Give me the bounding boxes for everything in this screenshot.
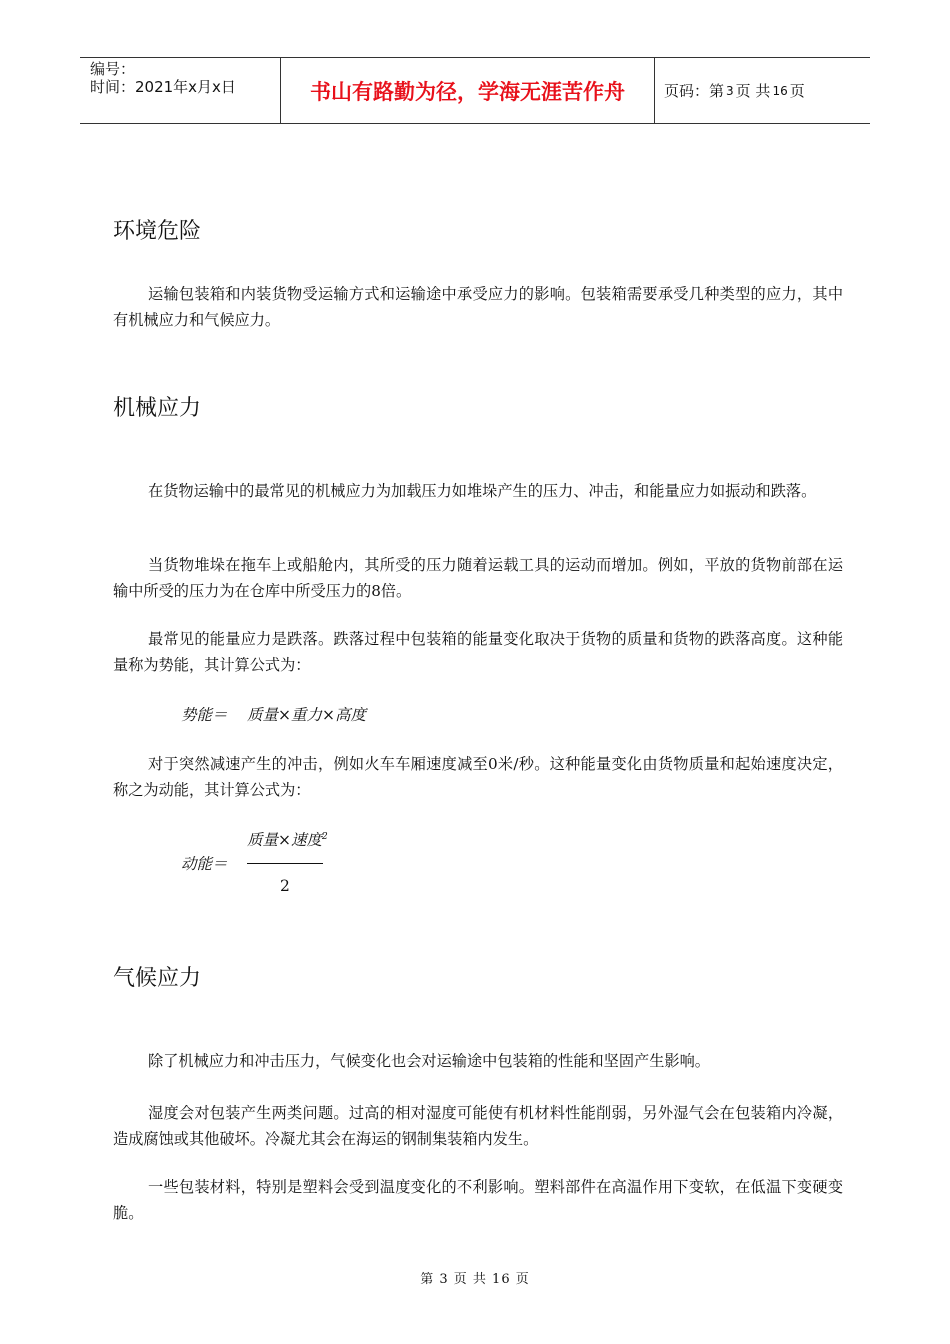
heading-environment-hazards: 环境危险: [113, 219, 202, 244]
page-header: [80, 57, 870, 124]
paragraph-mechanical-3: 最常见的能量应力是跌落。跌落过程中包装箱的能量变化取决于货物的质量和货物的跌落高度。这种能量称为势能，其计算公式为：: [113, 630, 843, 674]
paragraph-climate-2: 湿度会对包装产生两类问题。过高的相对湿度可能使有机材料性能削弱，另外湿气会在包装箱内冷凝，造成腐蚀或其他破坏。冷凝尤其会在海运的钢制集装箱内发生。: [113, 1104, 843, 1148]
formula-potential-lhs: 势能＝: [181, 706, 228, 724]
paragraph-environment: 运输包装箱和内装货物受运输方式和运输途中承受应力的影响。包装箱需要承受几种类型的应力，其中有机械应力和气候应力。: [113, 285, 843, 329]
formula-potential-rhs: 质量×重力×高度: [247, 706, 366, 724]
paragraph-mechanical-4: 对于突然减速产生的冲击，例如火车车厢速度减至0米/秒。这种能量变化由货物质量和起始速度决定，称之为动能，其计算公式为：: [113, 755, 843, 799]
formula-fraction-line: [247, 863, 323, 864]
header-motto: 书山有路勤为径，学海无涯苦作舟: [281, 58, 655, 123]
formula-kinetic-lhs: 动能＝: [181, 855, 228, 873]
document-number-label: 编号：: [90, 60, 136, 78]
formula-kinetic-exponent: 2: [322, 831, 328, 842]
formula-kinetic-numerator: [247, 828, 328, 850]
paragraph-mechanical-1: 在货物运输中的最常见的机械应力为加载压力如堆垛产生的压力、冲击，和能量应力如振动和跌落。: [148, 482, 817, 500]
document-time-label: 时间：2021年x月x日: [90, 78, 236, 96]
heading-mechanical-stress: 机械应力: [113, 396, 202, 421]
paragraph-climate-3: 一些包装材料，特别是塑料会受到温度变化的不利影响。塑料部件在高温作用下变软，在低温下变硬变脆。: [113, 1178, 843, 1222]
header-page-info: [655, 58, 870, 123]
page-total: 16: [772, 83, 788, 98]
formula-kinetic-denominator: 2: [280, 877, 290, 895]
page-suffix: 页: [789, 82, 805, 100]
page-current: 3: [726, 83, 734, 98]
heading-climate-stress: 气候应力: [113, 966, 202, 991]
page-footer: 第 3 页 共 16 页: [420, 1272, 530, 1287]
paragraph-climate-1: 除了机械应力和冲击压力，气候变化也会对运输途中包装箱的性能和坚固产生影响。: [148, 1052, 710, 1070]
page-mid: 页 共: [735, 82, 771, 100]
page-prefix: 页码：第: [664, 82, 725, 100]
paragraph-mechanical-2: 当货物堆垛在拖车上或船舱内，其所受的压力随着运载工具的运动而增加。例如，平放的货物前部在运输中所受的压力为在仓库中所受压力的8倍。: [113, 556, 843, 600]
header-info: [80, 58, 281, 123]
formula-kinetic-numerator-text: 质量×速度: [247, 831, 322, 849]
